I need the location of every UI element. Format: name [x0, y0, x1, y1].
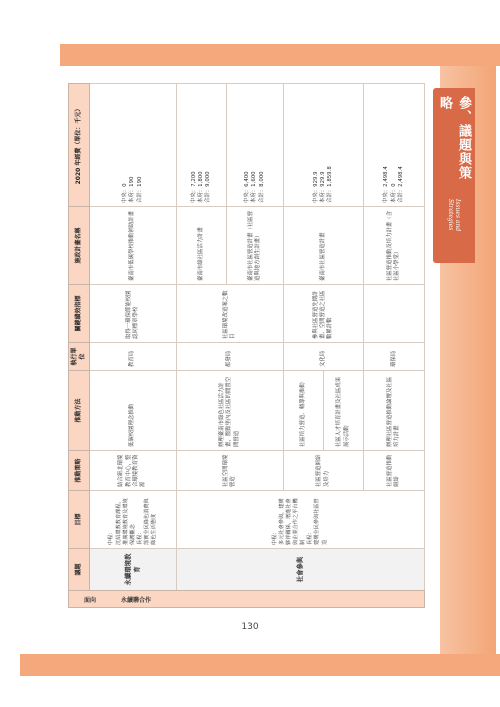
budget-cell	[176, 84, 226, 207]
plan-cell: 臺南市社區營造計畫（社區營造與地方創生計畫）	[227, 207, 283, 285]
budget-cell	[227, 84, 283, 207]
indicator-cell: 參與社區營造先期計畫、空間營造之社區數累計數	[283, 285, 364, 343]
plan-cell: 臺南市低碳學校推動補助計畫	[90, 207, 177, 285]
budget-total: 合計：9,000	[205, 171, 212, 203]
budget-cell	[283, 84, 364, 207]
issue-cell-environment: 永續環境教育	[90, 549, 177, 591]
header-strategy: 推動策略	[69, 451, 90, 491]
plan-cell: 臺南市社區營造計畫	[283, 207, 364, 285]
plan-cell: 臺南市綠社區活力計畫	[176, 207, 226, 285]
header-unit: 執行單位	[69, 343, 90, 371]
budget-central: 中央：7,200	[190, 171, 197, 203]
strategy-cell: 結合新北環境教育中心，整合環境教育資源	[90, 451, 177, 491]
budget-cell	[90, 84, 177, 207]
chapter-tab-english: Issues and Strategies	[447, 198, 461, 231]
page-number: 130	[241, 622, 259, 632]
method-cell: 社區培力營造、輔導與推動	[283, 371, 323, 451]
chapter-tab-label: 參、議題與策略	[437, 96, 471, 180]
indicator-cell: 取得一環保節能校園認同標章學校	[90, 285, 177, 343]
budget-cell	[364, 84, 425, 207]
domain-label: 永續聯合作	[121, 596, 152, 604]
header-budget: 2020 年經費（單位：千元）	[69, 84, 90, 207]
budget-central: 中央：929.9	[312, 171, 319, 203]
strategy-table	[68, 83, 425, 591]
bottom-decorative-band	[20, 654, 500, 676]
budget-central: 中央：0	[122, 183, 129, 203]
domain-strip	[68, 590, 425, 608]
budget-total: 合計：8,000	[258, 171, 265, 203]
budget-central: 中央：2,498.4	[383, 166, 390, 203]
strategy-cell: 社區營造推動網絡	[364, 451, 425, 491]
header-issue: 議題	[69, 549, 90, 591]
header-indicator: 關鍵績效指標	[69, 285, 90, 343]
issue-cell-social: 社會參與	[176, 549, 424, 591]
method-cell: 低碳校園理念推動	[90, 371, 177, 451]
budget-city: 本府：929.9	[319, 171, 326, 203]
indicator-cell	[364, 285, 425, 343]
top-decorative-band	[60, 44, 500, 66]
strategy-cell: 社區空間環境營造	[176, 451, 283, 491]
header-goal: 目標	[69, 491, 90, 549]
budget-total: 合計：190	[136, 176, 143, 203]
strategy-cell: 社區營造網絡及培力	[283, 451, 364, 491]
budget-central: 中央：6,400	[244, 171, 251, 203]
rotated-table-container	[68, 84, 425, 591]
unit-cell: 都發局	[176, 343, 283, 371]
budget-city: 本府：190	[129, 176, 136, 203]
budget-city: 本府：0	[390, 183, 397, 203]
unit-cell: 文化局	[283, 343, 364, 371]
unit-cell: 教育局	[90, 343, 177, 371]
table-row	[176, 84, 226, 591]
table-row	[90, 84, 177, 591]
method-cell: 社區人才培育計畫及社區成果展示活動	[324, 371, 364, 451]
chapter-tab[interactable]	[433, 88, 475, 263]
plan-cell: 社區營造推動及培力計畫（含社區小學堂）	[364, 207, 425, 285]
header-method: 推動方法	[69, 371, 90, 451]
header-plan: 施政計畫名稱	[69, 207, 90, 285]
indicator-cell: 社區環境改造案之數目	[176, 285, 283, 343]
table-header-row	[69, 84, 90, 591]
header-domain: 面向	[83, 596, 96, 604]
unit-cell: 環保局	[364, 343, 425, 371]
goal-cell-social: 中程： 多元社會參與，建構夥伴關係，增進社會與企業合作之平台機制 長程： 建構全民參與社區營造	[176, 491, 424, 549]
method-cell: 辦理社區營造推動論壇及社區培力計畫	[364, 371, 425, 451]
budget-city: 本府：1,800	[197, 171, 204, 203]
budget-total: 合計：1,859.8	[327, 166, 334, 203]
method-cell: 辦理臺南市綠色社區活力計畫，盤點里內及社區的閒置空間營造	[176, 371, 283, 451]
budget-city: 本府：1,600	[251, 171, 258, 203]
goal-cell-environment: 中程： 沈紹環教教育課程，推廣環境教育及環境保護觀念 長程： 落實全民綠色消費與綠色生活態度	[90, 491, 177, 549]
budget-total: 合計：2,498.4	[397, 166, 404, 203]
